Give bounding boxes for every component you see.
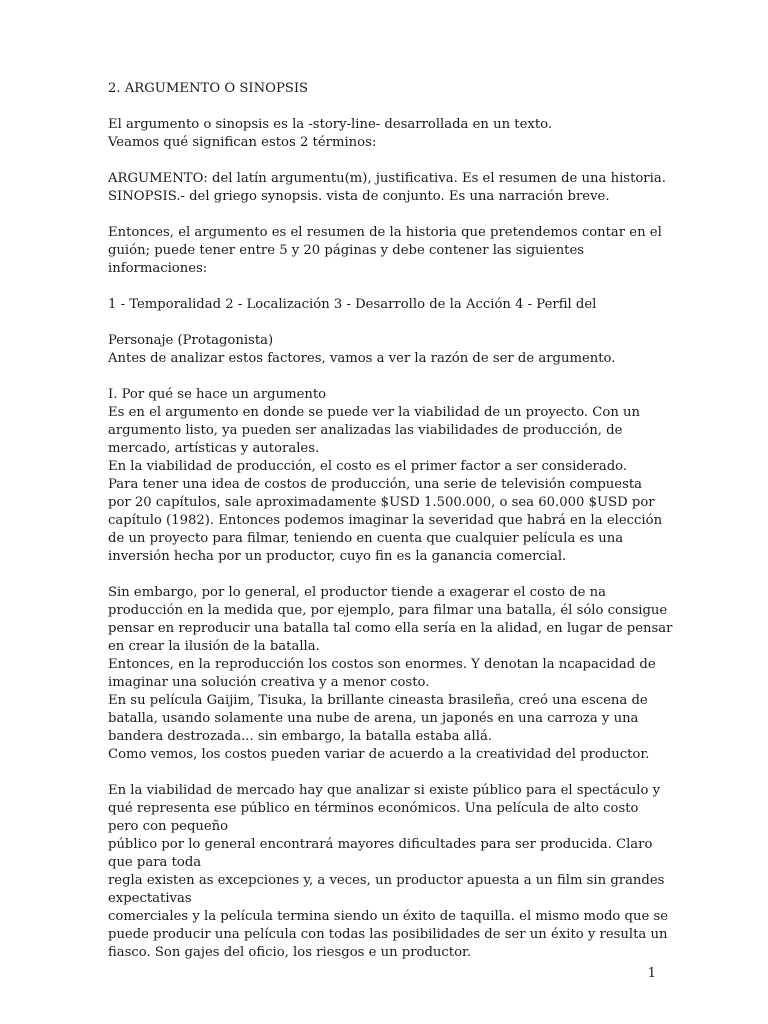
text-line: Para tener una idea de costos de producción, una serie de televisión compuesta (108, 477, 643, 492)
text-line: El argumento o sinopsis es la -story-line- desarrollada en un texto. (108, 117, 553, 132)
page-number: 1 (647, 966, 656, 981)
text-line: imaginar una solución creativa y a menor costo. (108, 675, 430, 690)
text-line: qué representa ese público en términos económicos. Una película de alto costo (108, 801, 639, 816)
text-line: mercado, artísticas y autorales. (108, 441, 320, 456)
text-line: Veamos qué significan estos 2 términos: (108, 135, 377, 150)
paragraph (108, 332, 660, 368)
text-line: bandera destrozada... sin embargo, la batalla estaba allá. (108, 729, 493, 744)
text-line: Entonces, en la reproducción los costos son enormes. Y denotan la ncapacidad de (108, 657, 656, 672)
text-line: puede producir una película con todas las posibilidades de ser un éxito y resulta un (108, 927, 668, 942)
text-line: Personaje (Protagonista) (108, 333, 274, 348)
text-line: Antes de analizar estos factores, vamos a ver la razón de ser de argumento. (108, 351, 616, 366)
paragraph (108, 782, 669, 962)
paragraph (108, 116, 660, 152)
paragraph-list (108, 116, 673, 962)
text-line: producción en la medida que, por ejemplo, para filmar una batalla, él sólo consigue (108, 603, 668, 618)
text-line: batalla, usando solamente una nube de arena, un japonés en una carroza y una (108, 711, 639, 726)
text-line: Entonces, el argumento es el resumen de la historia que pretendemos contar en el (108, 225, 662, 240)
text-line: En su película Gaijim, Tisuka, la brillante cineasta brasileña, creó una escena de (108, 693, 648, 708)
text-line: Sin embargo, por lo general, el productor tiende a exagerar el costo de na (108, 585, 606, 600)
text-line: de un proyecto para filmar, teniendo en cuenta que cualquier película es una (108, 531, 624, 546)
text-line: ARGUMENTO: del latín argumentu(m), justificativa. Es el resumen de una historia. (108, 171, 666, 186)
paragraph (108, 296, 660, 314)
document-body (108, 80, 673, 980)
section-heading: 2. ARGUMENTO O SINOPSIS (108, 81, 309, 96)
text-line: pero con pequeño (108, 819, 229, 834)
paragraph (108, 584, 673, 764)
text-line: pensar en reproducir una batalla tal como ella sería en la alidad, en lugar de pensar (108, 621, 673, 636)
text-line: comerciales y la película termina siendo un éxito de taquilla. el mismo modo que se (108, 909, 669, 924)
text-line: 1 - Temporalidad 2 - Localización 3 - Desarrollo de la Acción 4 - Perfil del (108, 297, 597, 312)
text-line: guión; puede tener entre 5 y 20 páginas y debe contener las siguientes (108, 243, 585, 258)
text-line: argumento listo, ya pueden ser analizadas las viabilidades de producción, de (108, 423, 623, 438)
text-line: en crear la ilusión de la batalla. (108, 639, 320, 654)
text-line: capítulo (1982). Entonces podemos imaginar la severidad que habrá en la elección (108, 513, 663, 528)
text-line: informaciones: (108, 261, 208, 276)
text-line: regla existen as excepciones y, a veces, un productor apuesta a un film sin grandes (108, 873, 665, 888)
text-line: que para toda (108, 855, 202, 870)
paragraph (108, 386, 663, 566)
text-line: En la viabilidad de mercado hay que analizar si existe público para el spectáculo y (108, 783, 661, 798)
text-line: fiasco. Son gajes del oficio, los riesgos e un productor. (108, 945, 472, 960)
text-line: I. Por qué se hace un argumento (108, 387, 327, 402)
text-line: Es en el argumento en donde se puede ver la viabilidad de un proyecto. Con un (108, 405, 640, 420)
text-line: por 20 capítulos, sale aproximadamente $USD 1.500.000, o sea 60.000 $USD por (108, 495, 655, 510)
text-line: público por lo general encontrará mayores dificultades para ser producida. Claro (108, 837, 653, 852)
text-line: SINOPSIS.- del griego synopsis. vista de conjunto. Es una narración breve. (108, 189, 610, 204)
text-line: Como vemos, los costos pueden variar de acuerdo a la creatividad del productor. (108, 747, 650, 762)
paragraph (108, 224, 660, 278)
paragraph (108, 170, 666, 206)
text-line: inversión hecha por un productor, cuyo fin es la ganancia comercial. (108, 549, 567, 564)
text-line: expectativas (108, 891, 192, 906)
text-line: En la viabilidad de producción, el costo es el primer factor a ser considerado. (108, 459, 628, 474)
